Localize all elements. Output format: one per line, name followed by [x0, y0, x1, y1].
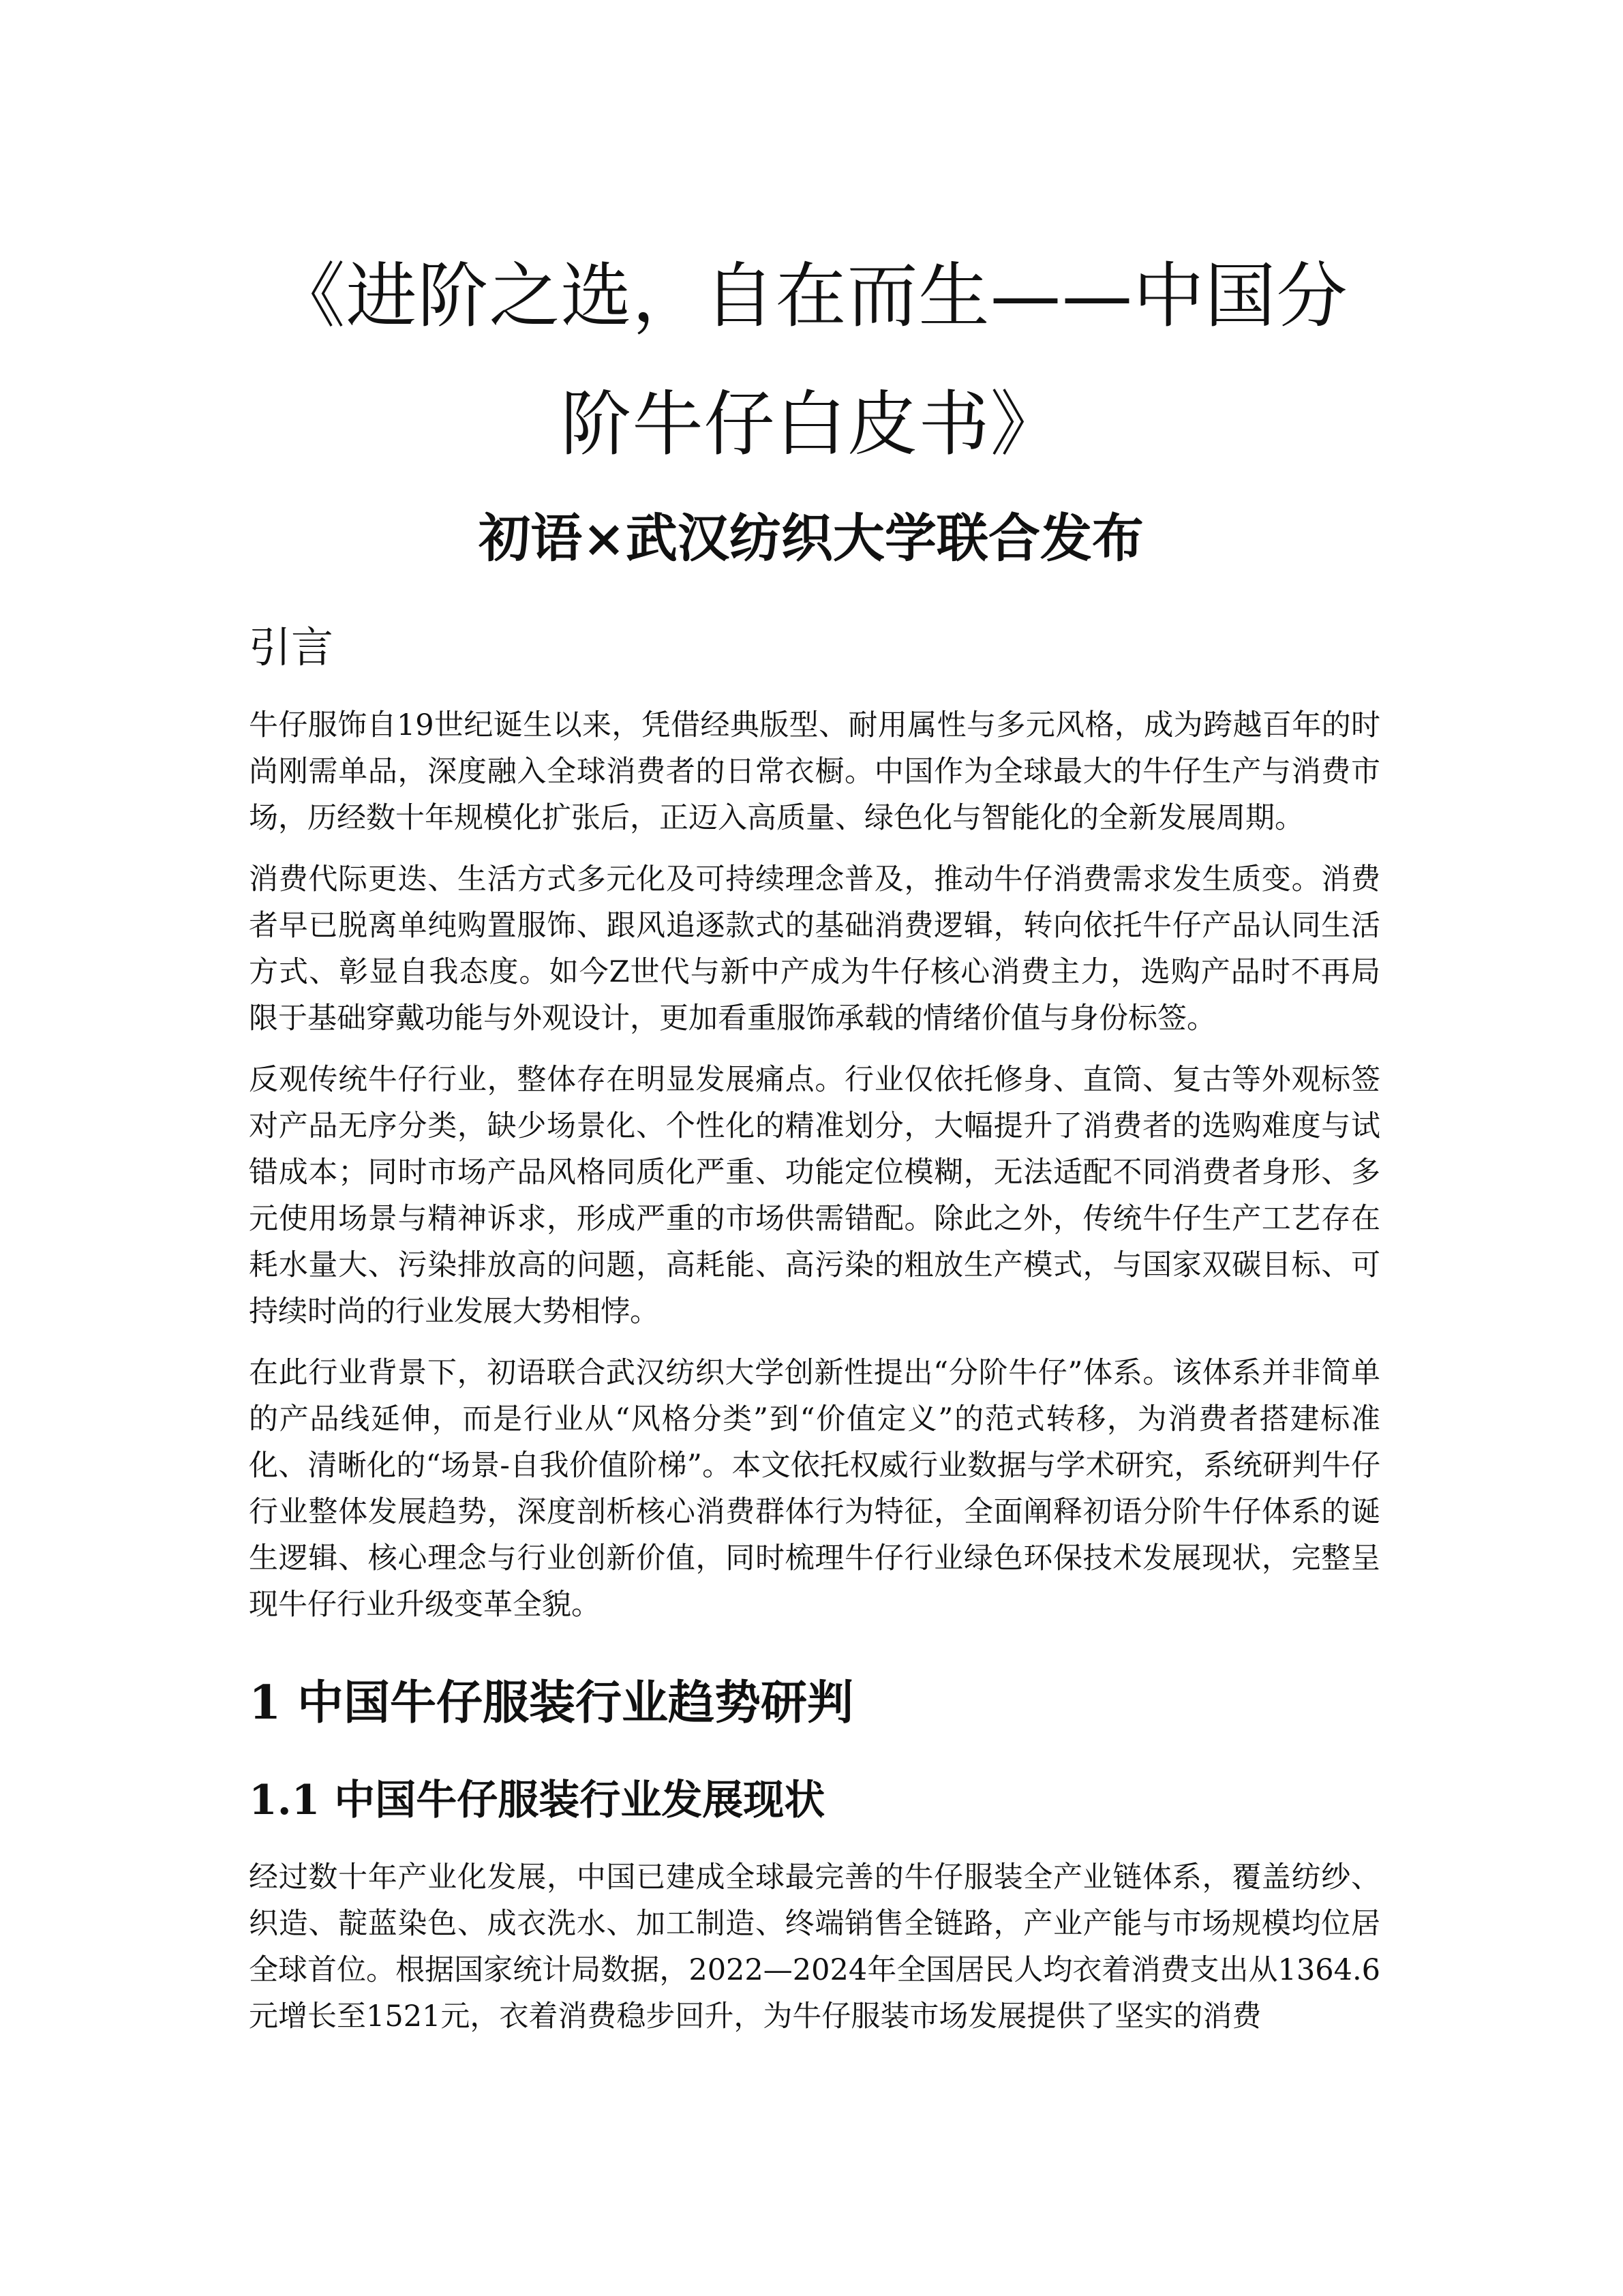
document-title	[232, 232, 1391, 488]
section-1-heading: 1 中国牛仔服装行业趋势研判	[249, 1676, 853, 1730]
section-1-1-heading: 1.1 中国牛仔服装行业发展现状	[249, 1777, 825, 1824]
title-line-2: 阶牛仔白皮书》	[560, 382, 1062, 466]
intro-paragraph-3: 反观传统牛仔行业，整体存在明显发展痛点。行业仅依托修身、直筒、复古等外观标签对产品无序分类，缺少场景化、个性化的精准划分，大幅提升了消费者的选购难度与试错成本；同时市场产品风格同质化严重、功能定位模糊，无法适配不同消费者身形、多元使用场景与精神诉求，形成严重的市场供需错配。除此之外，传统牛仔生产工艺存在耗水量大、污染排放高的问题，高耗能、高污染的粗放生产模式，与国家双碳目标、可持续时尚的行业发展大势相悖。	[249, 1063, 1380, 1329]
intro-paragraph-1: 牛仔服饰自19世纪诞生以来，凭借经典版型、耐用属性与多元风格，成为跨越百年的时尚刚需单品，深度融入全球消费者的日常衣橱。中国作为全球最大的牛仔生产与消费市场，历经数十年规模化扩张后，正迈入高质量、绿色化与智能化的全新发展周期。	[249, 708, 1380, 835]
document-body	[249, 614, 1380, 2055]
title-line-1: 《进阶之选，自在而生——中国分	[274, 254, 1348, 337]
intro-paragraph-4: 在此行业背景下，初语联合武汉纺织大学创新性提出“分阶牛仔”体系。该体系并非简单的产品线延伸，而是行业从“风格分类”到“价值定义”的范式转移，为消费者搭建标准化、清晰化的“场景-自我价值阶梯”。本文依托权威行业数据与学术研究，系统研判牛仔行业整体发展趋势，深度剖析核心消费群体行为特征，全面阐释初语分阶牛仔体系的诞生逻辑、核心理念与行业创新价值，同时梳理牛仔行业绿色环保技术发展现状，完整呈现牛仔行业升级变革全貌。	[249, 1356, 1380, 1622]
section-1-1-paragraph: 经过数十年产业化发展，中国已建成全球最完善的牛仔服装全产业链体系，覆盖纺纱、织造、靛蓝染色、成衣洗水、加工制造、终端销售全链路，产业产能与市场规模均位居全球首位。根据国家统计局数据，2022—2024年全国居民人均衣着消费支出从1364.6元增长至1521元，衣着消费稳步回升，为牛仔服装市场发展提供了坚实的消费	[249, 1860, 1380, 2034]
intro-heading: 引言	[249, 622, 334, 672]
document-subtitle: 初语×武汉纺织大学联合发布	[479, 508, 1144, 569]
intro-paragraph-2: 消费代际更迭、生活方式多元化及可持续理念普及，推动牛仔消费需求发生质变。消费者早已脱离单纯购置服饰、跟风追逐款式的基础消费逻辑，转向依托牛仔产品认同生活方式、彰显自我态度。如今Z世代与新中产成为牛仔核心消费主力，选购产品时不再局限于基础穿戴功能与外观设计，更加看重服饰承载的情绪价值与身份标签。	[249, 862, 1380, 1036]
